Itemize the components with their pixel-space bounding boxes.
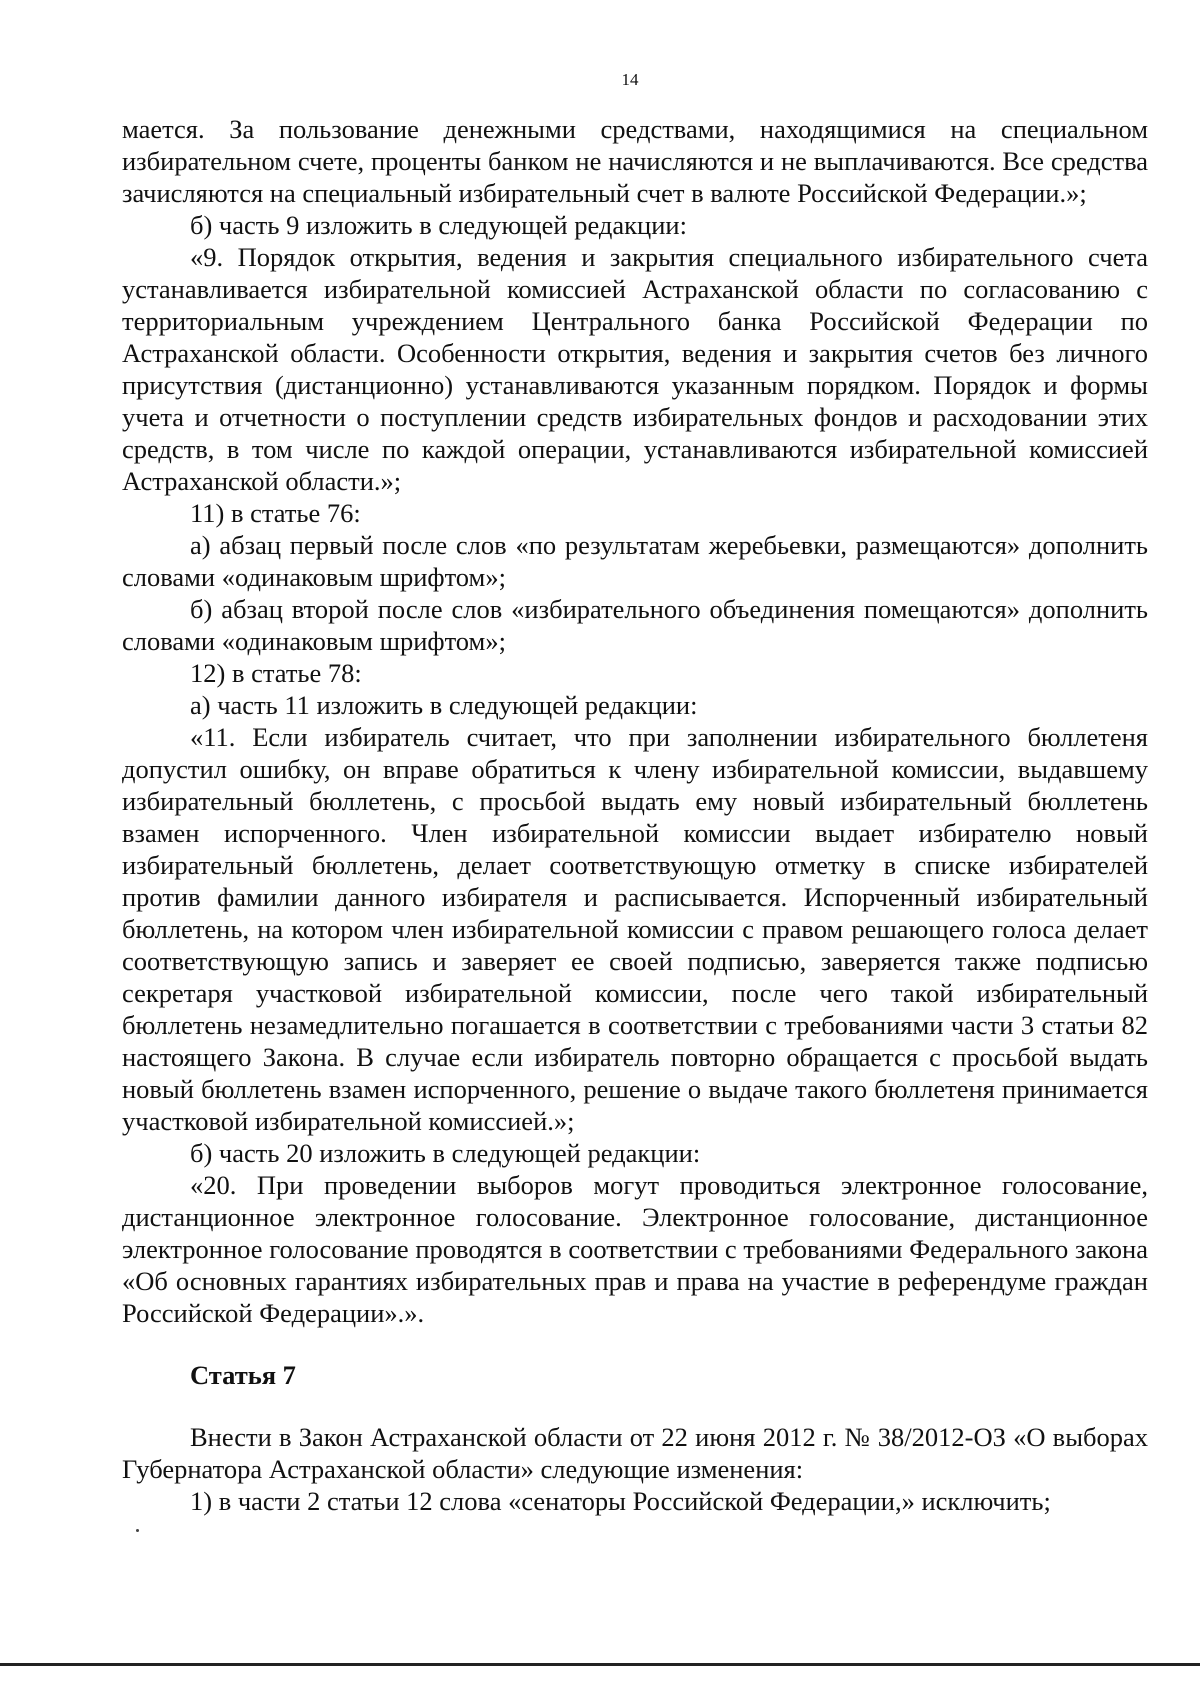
paragraph: мается. За пользование денежными средствами, находящимися на специальном избирательном счете, проценты банком не начисляются и не выплачиваются. Все средства зачисляются на специальный избирательный счет в валюте Российской Федерации.»; xyxy=(122,114,1148,208)
paragraph: «9. Порядок открытия, ведения и закрытия специального избирательного счета устанавливается избирательной комиссией Астраханской области по согласованию с территориальным учреждением Центрального банка Российской Федерации по Астраханской области. Особенности открытия, ведения и закрытия счетов без личного присутствия (дистанционно) устанавливаются указанным порядком. Порядок и формы учета и отчетности о поступлении средств избирательных фондов и расходовании этих средств, в том числе по каждой операции, устанавливаются избирательной комиссией Астраханской области.»; xyxy=(122,242,1148,496)
paragraph: б) часть 20 изложить в следующей редакции: xyxy=(190,1138,701,1168)
paragraph: «11. Если избиратель считает, что при заполнении избирательного бюллетеня допустил ошибку, он вправе обратиться к члену избирательной комиссии, выдавшему избирательный бюллетень, с просьбой выдать ему новый избирательный бюллетень взамен испорченного. Член избирательной комиссии выдает избирателю новый избирательный бюллетень, делает соответствующую отметку в списке избирателей против фамилии данного избирателя и расписывается. Испорченный избирательный бюллетень, на котором член избирательной комиссии с правом решающего голоса делает соответствующую запись и заверяет ее своей подписью, заверяется также подписью секретаря участковой избирательной комиссии, после чего такой избирательный бюллетень незамедлительно погашается в соответствии с требованиями части 3 статьи 82 настоящего Закона. В случае если избиратель повторно обращается с просьбой выдать новый бюллетень взамен испорченного, решение о выдаче такого бюллетеня принимается участковой избирательной комиссией.»; xyxy=(122,722,1148,1136)
paragraph: а) часть 11 изложить в следующей редакции: xyxy=(190,690,698,720)
scan-speck xyxy=(136,1529,139,1532)
paragraph: б) абзац второй после слов «избирательного объединения помещаются» дополнить словами «одинаковым шрифтом»; xyxy=(122,594,1148,656)
page-number: 14 xyxy=(621,70,639,89)
article-heading: Статья 7 xyxy=(190,1360,296,1390)
paragraph: а) абзац первый после слов «по результатам жеребьевки, размещаются» дополнить словами «одинаковым шрифтом»; xyxy=(122,530,1148,592)
page-bottom-rule xyxy=(0,1663,1200,1666)
paragraph: 12) в статье 78: xyxy=(190,658,362,688)
paragraph: «20. При проведении выборов могут проводиться электронное голосование, дистанционное электронное голосование. Электронное голосование, дистанционное электронное голосование проводятся в соответствии с требованиями Федерального закона «Об основных гарантиях избирательных прав и права на участие в референдуме граждан Российской Федерации».». xyxy=(122,1170,1148,1328)
paragraph: 11) в статье 76: xyxy=(190,498,361,528)
document-body xyxy=(122,113,1148,1517)
paragraph: 1) в части 2 статьи 12 слова «сенаторы Российской Федерации,» исключить; xyxy=(190,1486,1051,1516)
paragraph: Внести в Закон Астраханской области от 22 июня 2012 г. № 38/2012-ОЗ «О выборах Губернатора Астраханской области» следующие изменения: xyxy=(122,1422,1148,1484)
paragraph: б) часть 9 изложить в следующей редакции: xyxy=(190,210,687,240)
